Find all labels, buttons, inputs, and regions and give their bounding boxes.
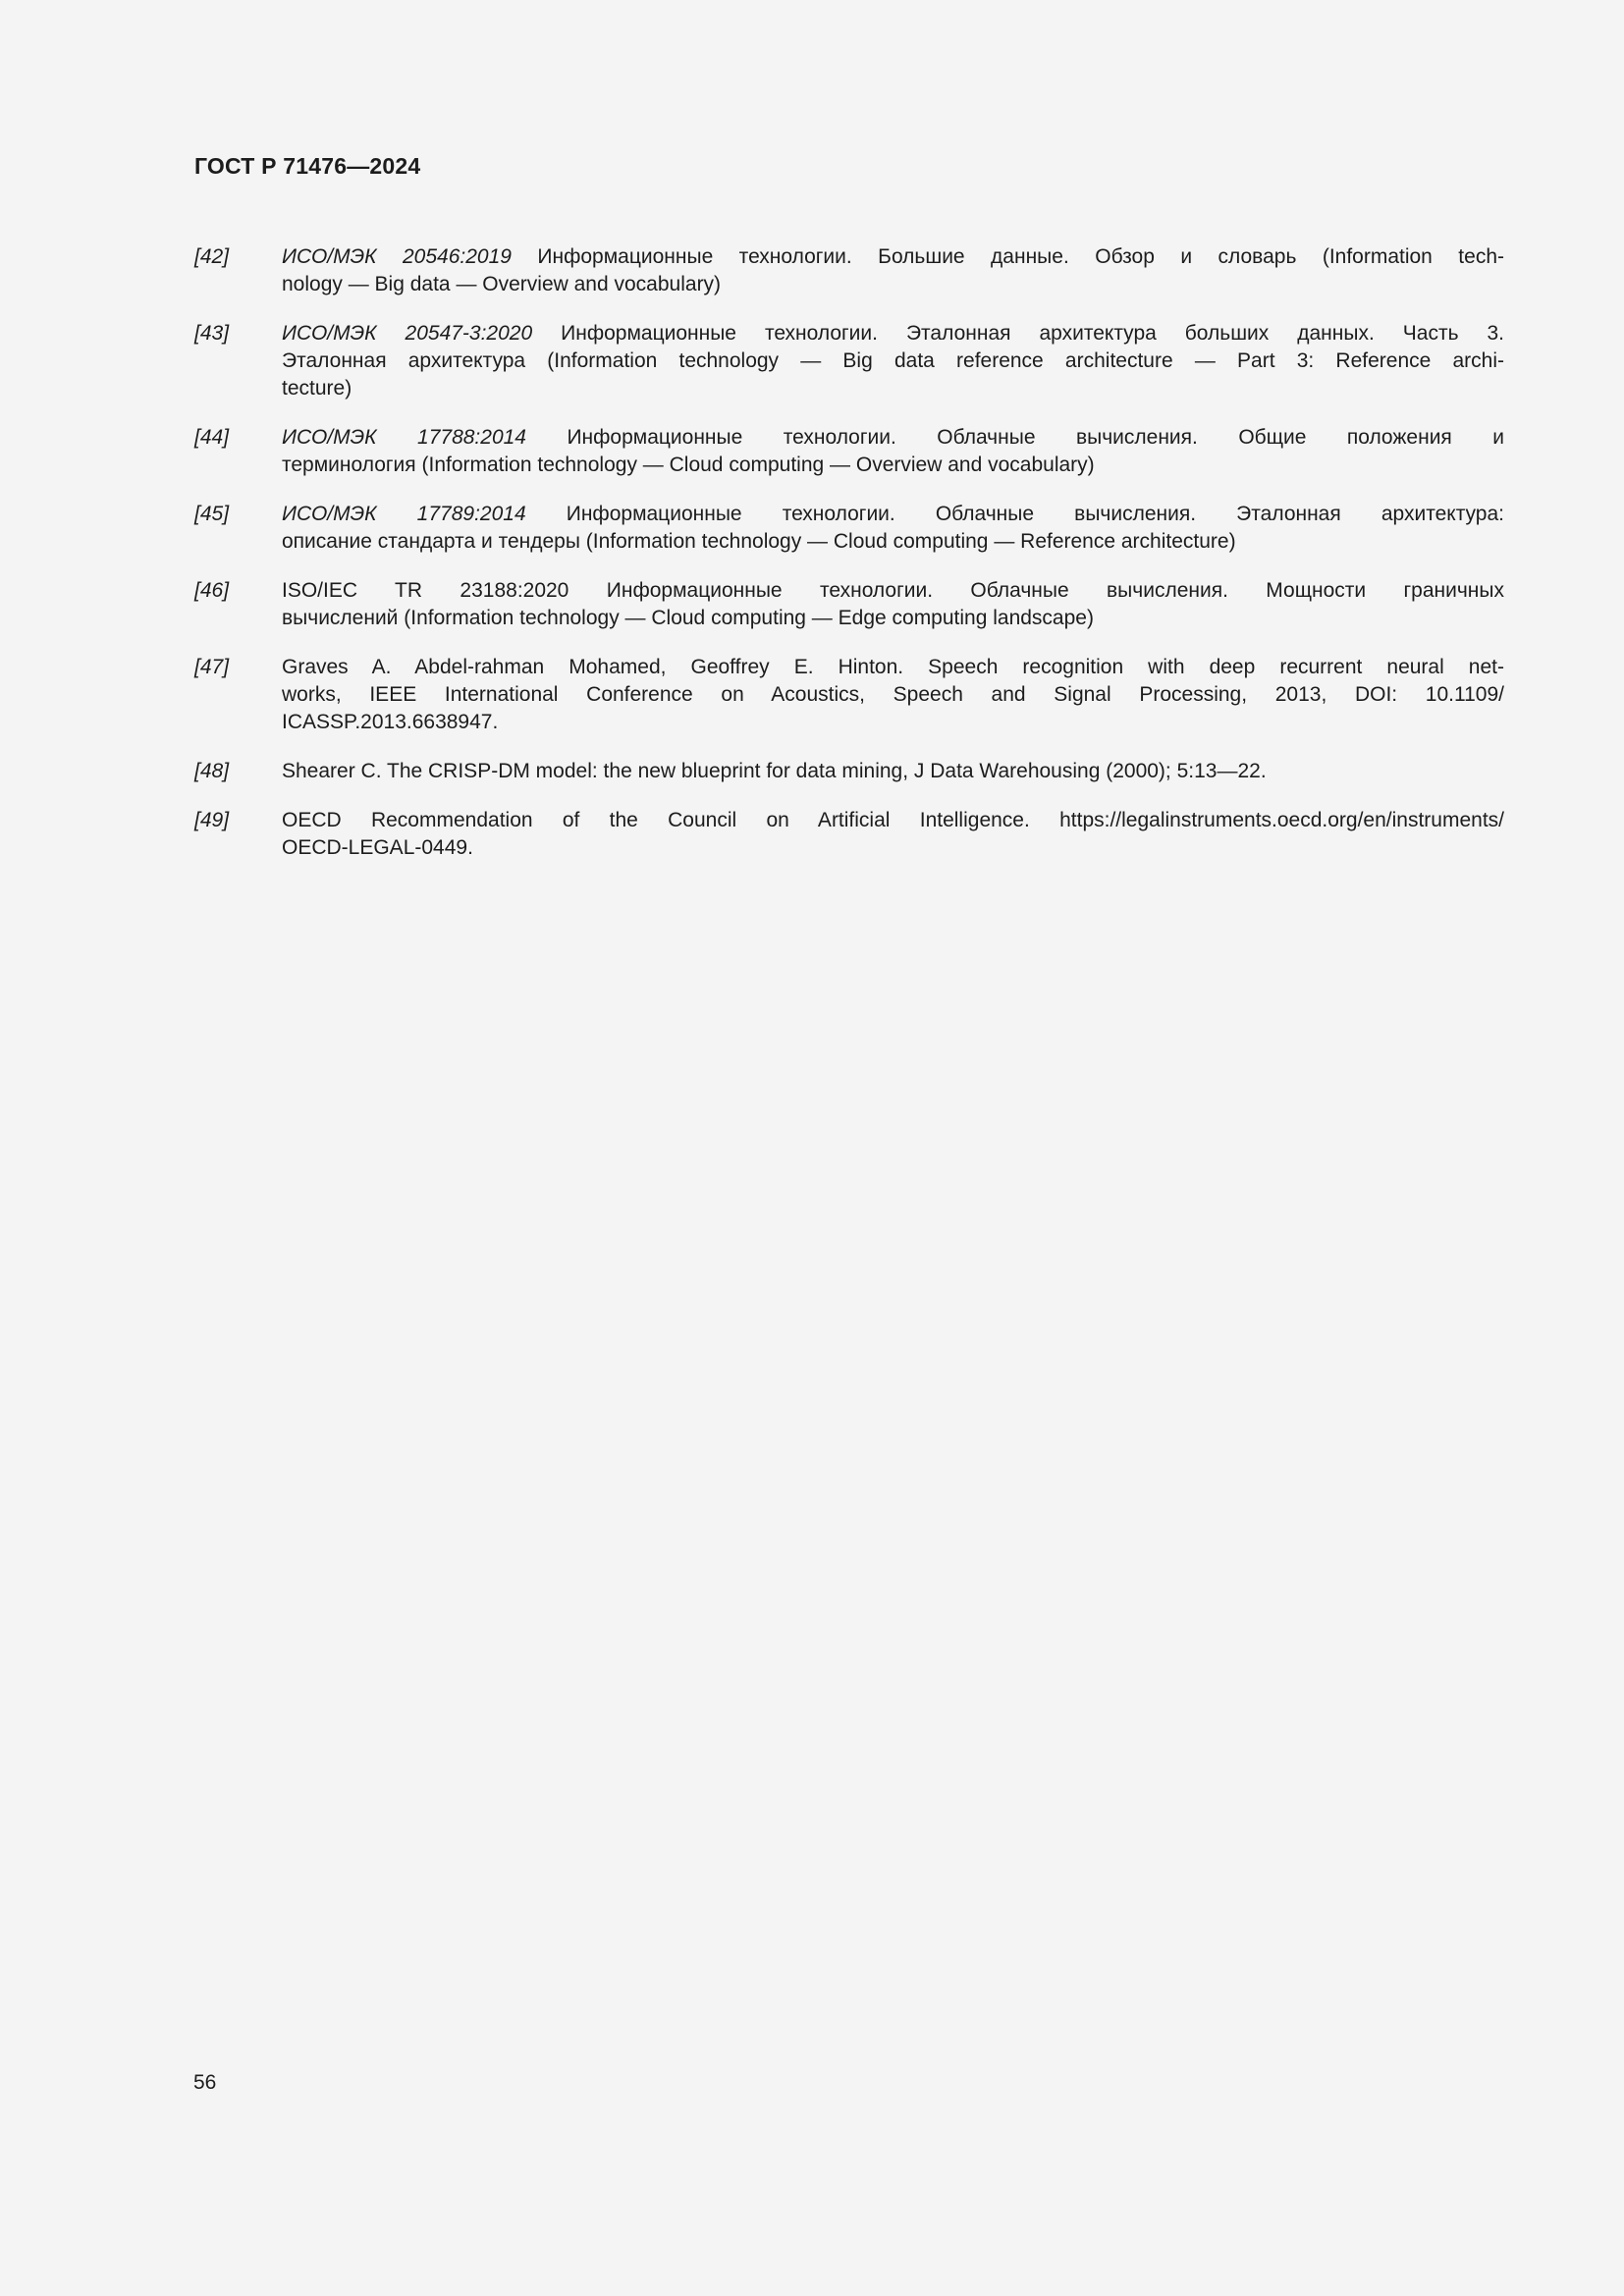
standard-designation: ИСО/МЭК 20546:2019	[282, 245, 512, 268]
reference-text	[282, 320, 1504, 402]
reference-text-segment: ICASSP.2013.6638947.	[282, 711, 499, 733]
standard-designation: ИСО/МЭК 20547-3:2020	[282, 322, 533, 345]
reference-text-line	[282, 807, 1504, 834]
reference-text-line	[282, 375, 1504, 402]
reference-text-line	[282, 347, 1504, 375]
reference-text-segment: OECD Recommendation of the Council on Artificial Intelligence. https://legalinstruments.oecd.org/en/instruments/	[282, 809, 1504, 831]
reference-text-segment: works, IEEE International Conference on Acoustics, Speech and Signal Processing, 2013, DOI: 10.1109/	[282, 683, 1504, 706]
reference-number: [42]	[194, 245, 230, 268]
reference-text-segment: Информационные технологии. Эталонная архитектура больших данных. Часть 3.	[532, 322, 1504, 345]
reference-number: [44]	[194, 426, 230, 449]
reference-text-segment: Graves A. Abdel-rahman Mohamed, Geoffrey E. Hinton. Speech recognition with deep recurrent neural net-	[282, 656, 1504, 678]
reference-text-segment: nology — Big data — Overview and vocabulary)	[282, 273, 722, 295]
reference-text-segment: Информационные технологии. Облачные вычисления. Общие положения и	[525, 426, 1505, 449]
bibliography-list	[194, 243, 1504, 883]
reference-text-segment: Shearer C. The CRISP-DM model: the new blueprint for data mining, J Data Warehousing (2000); 5:13—22.	[282, 760, 1267, 782]
reference-text-line	[282, 709, 1504, 736]
reference-text-segment: Информационные технологии. Облачные вычисления. Эталонная архитектура:	[525, 503, 1504, 525]
reference-text	[282, 758, 1504, 785]
reference-entry	[194, 501, 1504, 556]
reference-text-line	[282, 577, 1504, 605]
reference-text-line	[282, 271, 1504, 298]
reference-text	[282, 424, 1504, 479]
reference-entry	[194, 320, 1504, 402]
reference-text-line	[282, 320, 1504, 347]
reference-entry	[194, 243, 1504, 298]
reference-text-line	[282, 605, 1504, 632]
reference-entry	[194, 807, 1504, 862]
reference-text-line	[282, 758, 1504, 785]
reference-number: [43]	[194, 322, 230, 345]
reference-text	[282, 654, 1504, 736]
reference-text	[282, 501, 1504, 556]
reference-number: [45]	[194, 503, 230, 525]
reference-text-segment: OECD-LEGAL-0449.	[282, 836, 473, 859]
reference-text-segment: терминология (Information technology — Cloud computing — Overview and vocabulary)	[282, 454, 1095, 476]
reference-number: [49]	[194, 809, 230, 831]
page-number: 56	[193, 2071, 217, 2094]
reference-entry	[194, 758, 1504, 785]
reference-text-segment: tecture)	[282, 377, 352, 400]
reference-text-line	[282, 681, 1504, 709]
reference-text-segment: Эталонная архитектура (Information technology — Big data reference architecture — Part 3: Reference archi-	[282, 349, 1504, 372]
standard-designation: ИСО/МЭК 17789:2014	[282, 503, 526, 525]
reference-text-line	[282, 834, 1504, 862]
reference-entry	[194, 654, 1504, 736]
reference-entry	[194, 577, 1504, 632]
reference-text	[282, 243, 1504, 298]
reference-text-line	[282, 654, 1504, 681]
reference-text-segment: ISO/IEC TR 23188:2020 Информационные технологии. Облачные вычисления. Мощности граничных	[282, 579, 1504, 602]
standard-designation: ИСО/МЭК 17788:2014	[282, 426, 526, 449]
reference-number: [47]	[194, 656, 230, 678]
reference-text	[282, 577, 1504, 632]
reference-text-line	[282, 528, 1504, 556]
reference-text-line	[282, 243, 1504, 271]
reference-number: [48]	[194, 760, 230, 782]
reference-text-line	[282, 452, 1504, 479]
reference-text-segment: описание стандарта и тендеры (Information technology — Cloud computing — Reference architecture)	[282, 530, 1236, 553]
reference-text-line	[282, 501, 1504, 528]
reference-text-segment: вычислений (Information technology — Cloud computing — Edge computing landscape)	[282, 607, 1094, 629]
reference-text-line	[282, 424, 1504, 452]
reference-entry	[194, 424, 1504, 479]
reference-number: [46]	[194, 579, 230, 602]
reference-text	[282, 807, 1504, 862]
document-designation-header: ГОСТ Р 71476—2024	[194, 153, 421, 179]
reference-text-segment: Информационные технологии. Большие данные. Обзор и словарь (Information tech-	[511, 245, 1504, 268]
